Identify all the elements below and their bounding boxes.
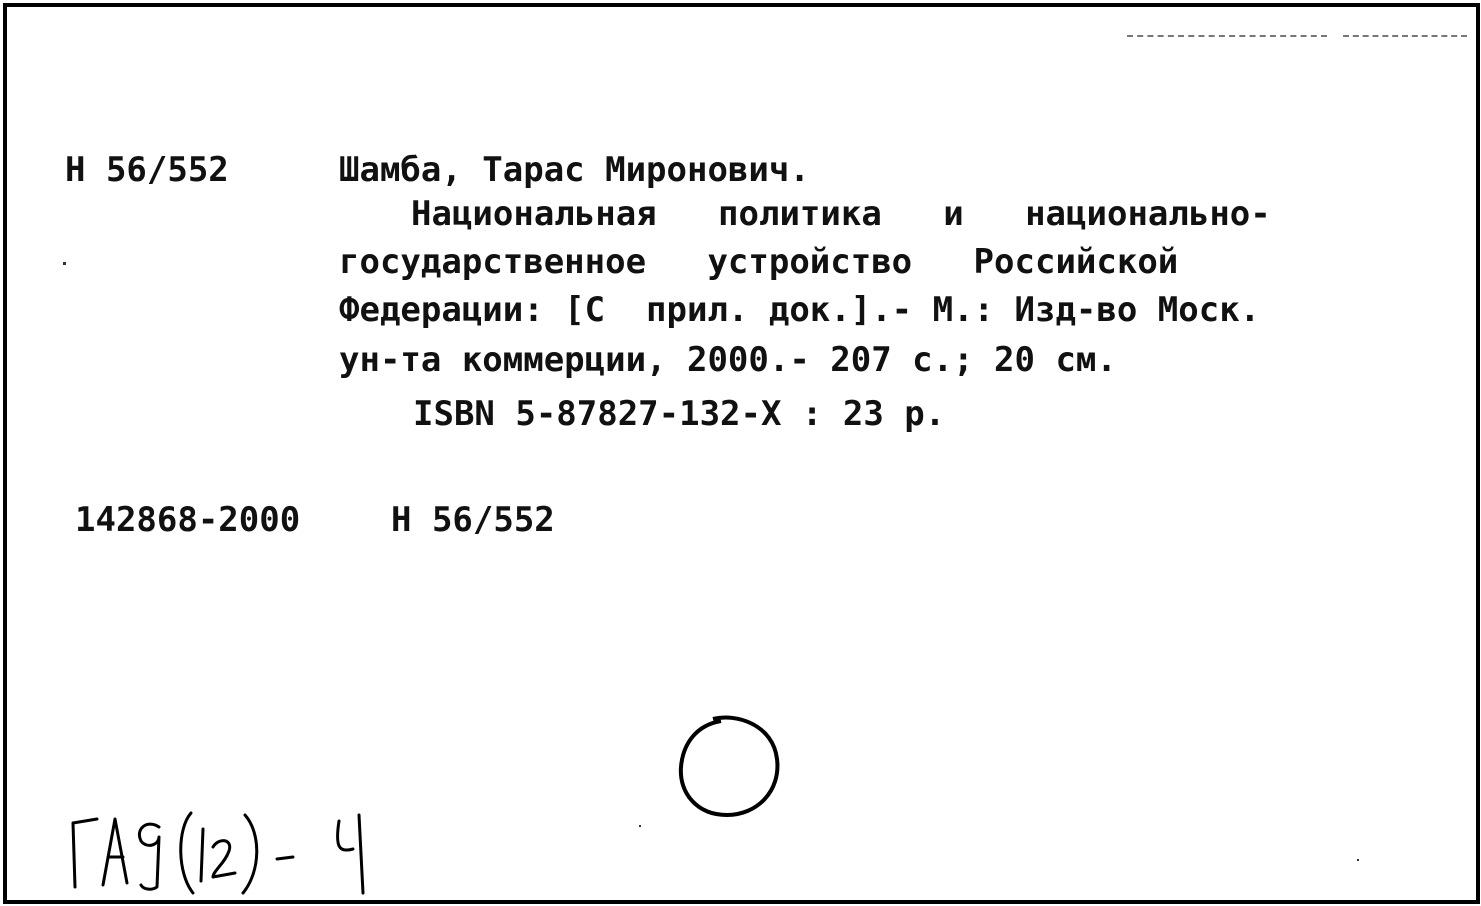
handwritten-shelf-mark xyxy=(67,807,397,902)
author-heading: Шамба, Тарас Миронович. xyxy=(339,150,810,190)
accession-number: 142868-2000 xyxy=(75,500,301,540)
catalog-card xyxy=(3,3,1480,904)
accession-call-number: Н 56/552 xyxy=(391,500,555,540)
speck xyxy=(1357,859,1359,861)
punched-hole-circle xyxy=(675,715,785,830)
speck xyxy=(63,262,66,265)
top-dashed-line xyxy=(1343,35,1467,37)
title-line-1: Национальная политика и национально- xyxy=(411,194,1271,234)
imprint-line-2: ун-та коммерции, 2000.- 207 с.; 20 см. xyxy=(339,340,1117,380)
imprint-line-1: Федерации: [С прил. док.].- М.: Изд-во Моск. xyxy=(339,290,1261,330)
title-line-2: государственное устройство Российской xyxy=(339,242,1179,282)
top-dashed-line xyxy=(1127,35,1327,37)
call-number: Н 56/552 xyxy=(65,150,229,190)
isbn-line: ISBN 5-87827-132-X : 23 р. xyxy=(413,394,946,434)
speck xyxy=(639,825,641,827)
